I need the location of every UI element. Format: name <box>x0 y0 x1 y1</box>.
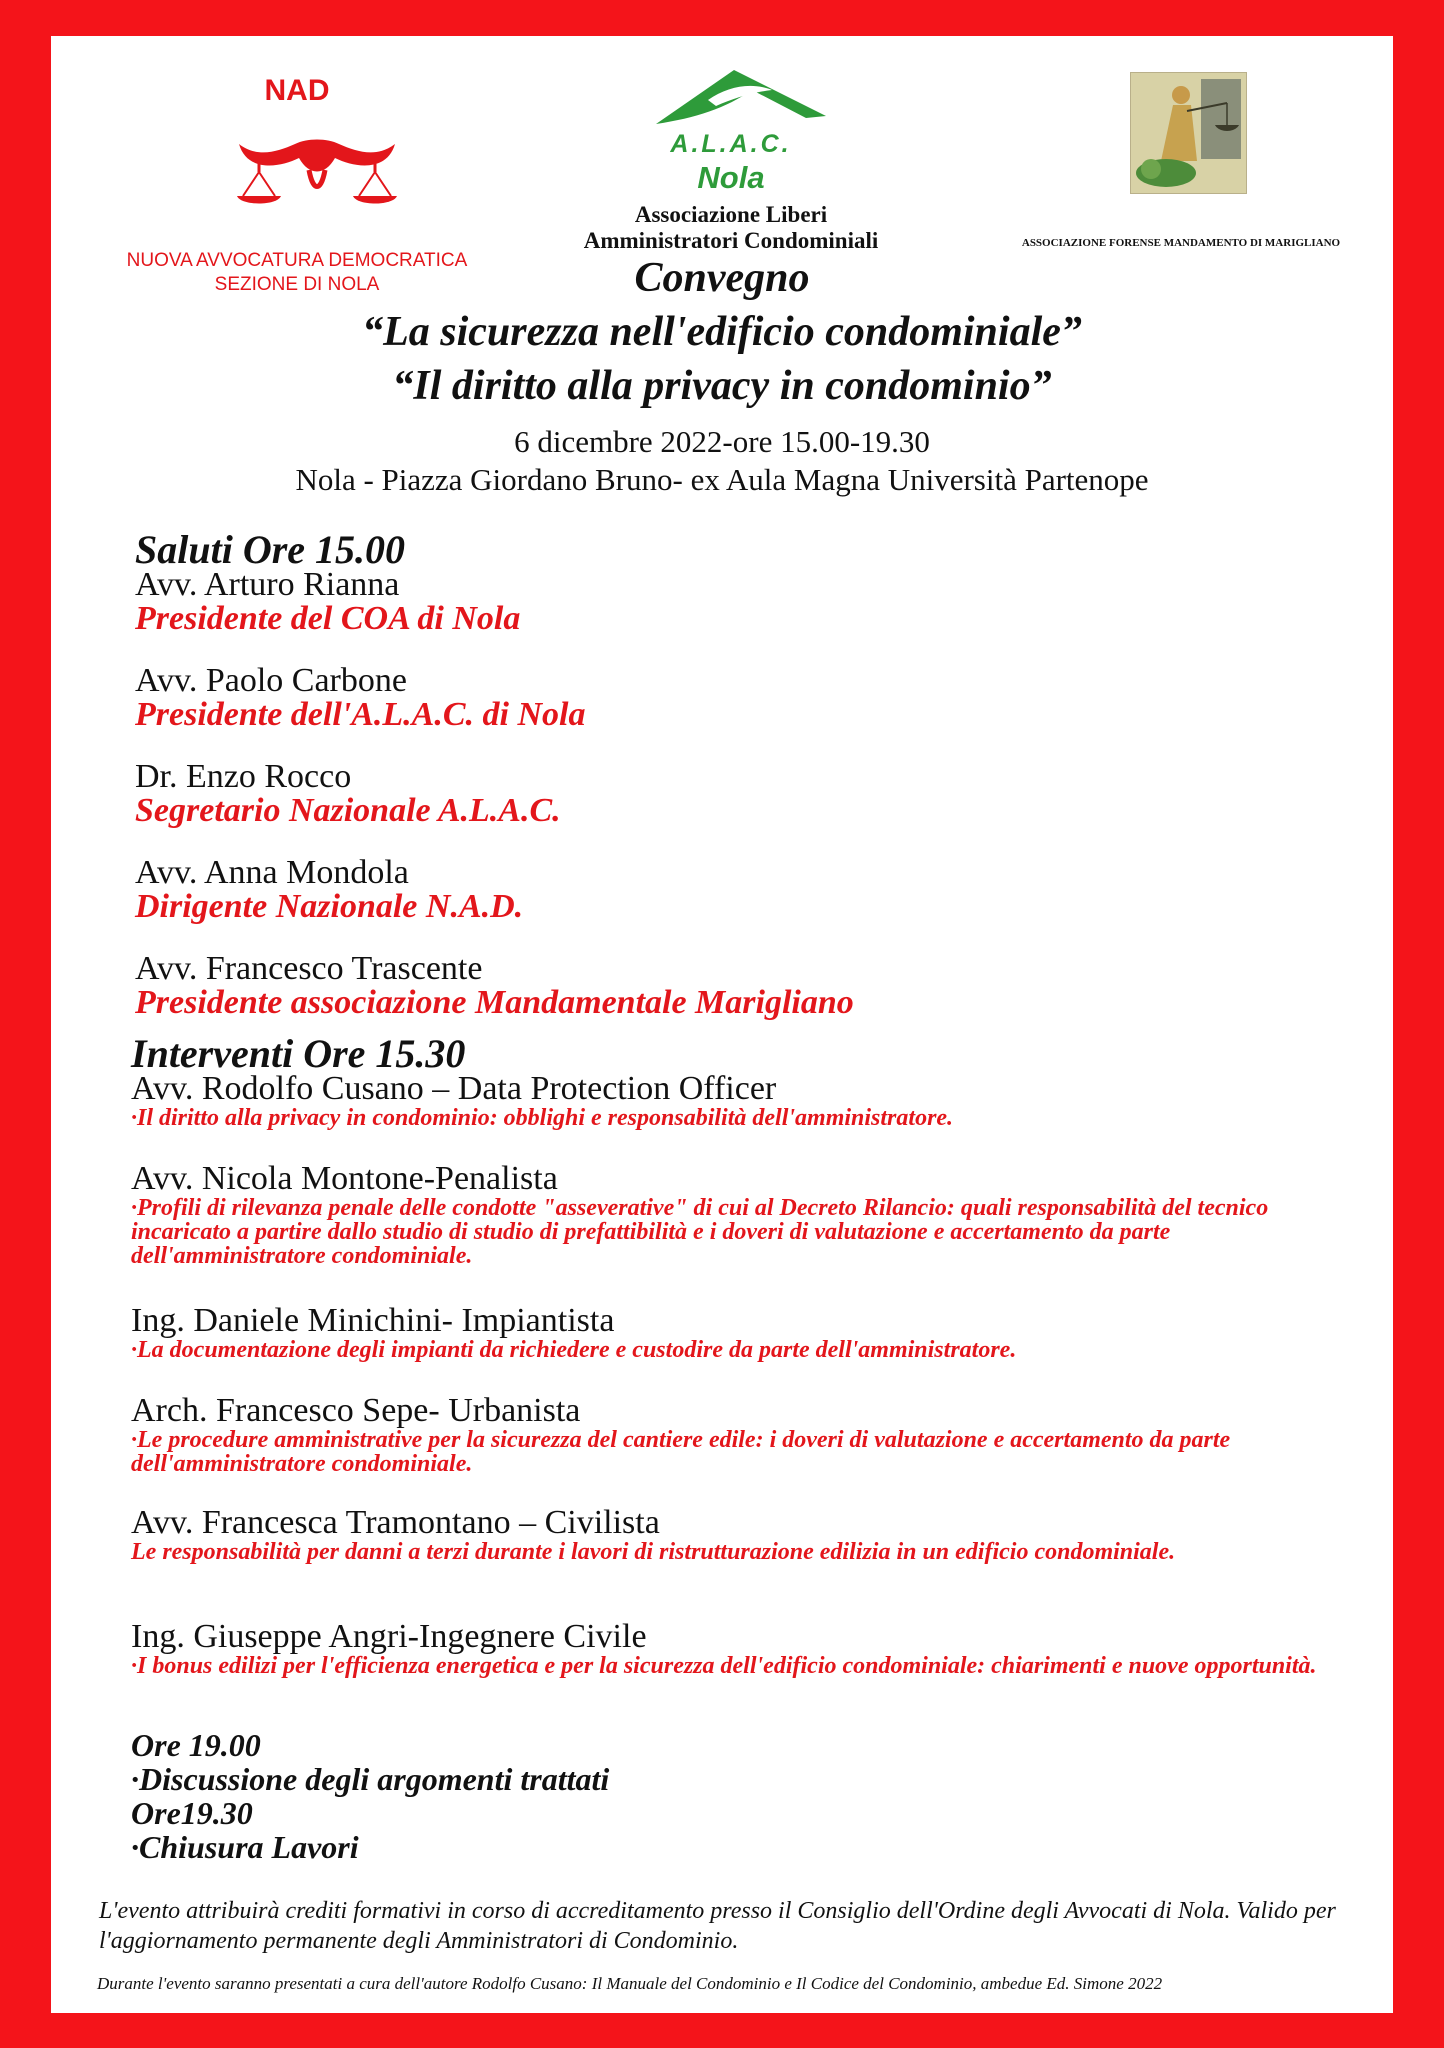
books-note: Durante l'evento saranno presentati a cura dell'autore Rodolfo Cusano: Il Manuale del Condominio e Il Codice del Condominio, ambedue Ed. Simone 2022 <box>97 1974 1163 1993</box>
intervento <box>131 1506 1361 1564</box>
speaker-name: Ing. Giuseppe Angri-Ingegnere Civile <box>131 1618 647 1655</box>
alac-city: Nola <box>697 160 765 195</box>
talk-topic: ·La documentazione degli impianti da richiedere e custodire da parte dell'amministratore. <box>131 1337 1017 1363</box>
alac-name-line2: Amministratori Condominiali <box>583 228 879 253</box>
saluti-speaker <box>135 664 585 732</box>
speaker-role: Segretario Nazionale A.L.A.C. <box>135 792 561 829</box>
saluti-speaker <box>135 856 523 924</box>
forense-logo <box>981 72 1381 252</box>
talk-topic: Le responsabilità per danni a terzi durante i lavori di ristrutturazione edilizia in un edificio condominiale. <box>131 1539 1176 1565</box>
saluti-speaker <box>135 760 561 828</box>
intervento <box>131 1620 1361 1678</box>
speaker-name: Ing. Daniele Minichini- Impiantista <box>131 1302 615 1339</box>
interventi-heading: Interventi Ore 15.30 <box>131 1031 466 1076</box>
talk-topic: ·I bonus edilizi per l'efficienza energetica e per la sicurezza dell'edificio condominiale: chiarimenti e nuove opportunità. <box>131 1653 1317 1679</box>
intervento <box>131 1162 1361 1268</box>
nad-acronym: NAD <box>264 74 330 107</box>
intervento <box>131 1072 1361 1130</box>
closing-item-2: ·Chiusura Lavori <box>131 1829 359 1865</box>
speaker-role: Presidente del COA di Nola <box>135 600 521 637</box>
forense-caption: ASSOCIAZIONE FORENSE MANDAMENTO DI MARIGLIANO <box>1021 237 1341 249</box>
credits-note: L'evento attribuirà crediti formativi in corso di accreditamento presso il Consiglio dell'Ordine degli Avvocati di Nola. Valido per l'aggiornamento permanente degli Amministratori di Condominio. <box>99 1898 1336 1954</box>
roof-icon <box>656 60 826 126</box>
event-subtitle-2: “Il diritto alla privacy in condominio” <box>392 363 1052 409</box>
event-subtitle-1: “La sicurezza nell'edificio condominiale” <box>362 309 1082 355</box>
saluti-speaker <box>135 952 854 1020</box>
nad-section: SEZIONE DI NOLA <box>214 274 380 295</box>
justice-statue-icon <box>1130 72 1247 194</box>
talk-topic: ·Il diritto alla privacy in condominio: obblighi e responsabilità dell'amministratore. <box>131 1105 954 1131</box>
closing-block <box>131 1728 609 1864</box>
closing-time-1: Ore 19.00 <box>131 1727 261 1763</box>
closing-item-1: ·Discussione degli argomenti trattati <box>131 1761 610 1797</box>
nad-name: NUOVA AVVOCATURA DEMOCRATICA <box>126 250 468 271</box>
alac-logo <box>561 60 901 275</box>
speaker-name: Dr. Enzo Rocco <box>135 758 352 795</box>
talk-topic: ·Le procedure amministrative per la sicurezza del cantiere edile: i doveri di valutazione e accertamento da parte dell'amministratore condominiale. <box>131 1427 1231 1477</box>
speaker-role: Presidente dell'A.L.A.C. di Nola <box>135 696 586 733</box>
event-title: Convegno <box>634 255 810 301</box>
saluti-speaker <box>135 568 520 636</box>
bull-scales-icon <box>227 114 407 209</box>
event-date: 6 dicembre 2022-ore 15.00-19.30 <box>514 424 930 459</box>
intervento <box>131 1394 1361 1476</box>
speaker-name: Avv. Anna Mondola <box>135 854 409 891</box>
speaker-name: Avv. Arturo Rianna <box>135 566 400 603</box>
speaker-role: Presidente associazione Mandamentale Marigliano <box>135 984 854 1021</box>
speaker-name: Avv. Rodolfo Cusano – Data Protection Officer <box>131 1070 777 1107</box>
speaker-name: Avv. Nicola Montone-Penalista <box>131 1160 558 1197</box>
speaker-role: Dirigente Nazionale N.A.D. <box>135 888 524 925</box>
flyer-sheet <box>51 36 1393 2013</box>
alac-name-line1: Associazione Liberi <box>634 202 828 227</box>
speaker-name: Avv. Paolo Carbone <box>135 662 407 699</box>
saluti-heading: Saluti Ore 15.00 <box>135 527 406 572</box>
event-venue: Nola - Piazza Giordano Bruno- ex Aula Magna Università Partenope <box>295 462 1149 497</box>
speaker-name: Avv. Francesco Trascente <box>135 950 483 987</box>
speaker-name: Arch. Francesco Sepe- Urbanista <box>131 1392 581 1429</box>
alac-acronym: A.L.A.C. <box>670 130 792 158</box>
talk-topic: ·Profili di rilevanza penale delle condotte "asseverative" di cui al Decreto Rilancio: quali responsabilità del tecnico incaricato a partire dallo studio di studio di prefattibilità e i doveri di valutazione e accertamento da parte dell'amministratore condominiale. <box>131 1195 1269 1269</box>
speaker-name: Avv. Francesca Tramontano – Civilista <box>131 1504 660 1541</box>
intervento <box>131 1304 1361 1362</box>
closing-time-2: Ore19.30 <box>131 1795 253 1831</box>
